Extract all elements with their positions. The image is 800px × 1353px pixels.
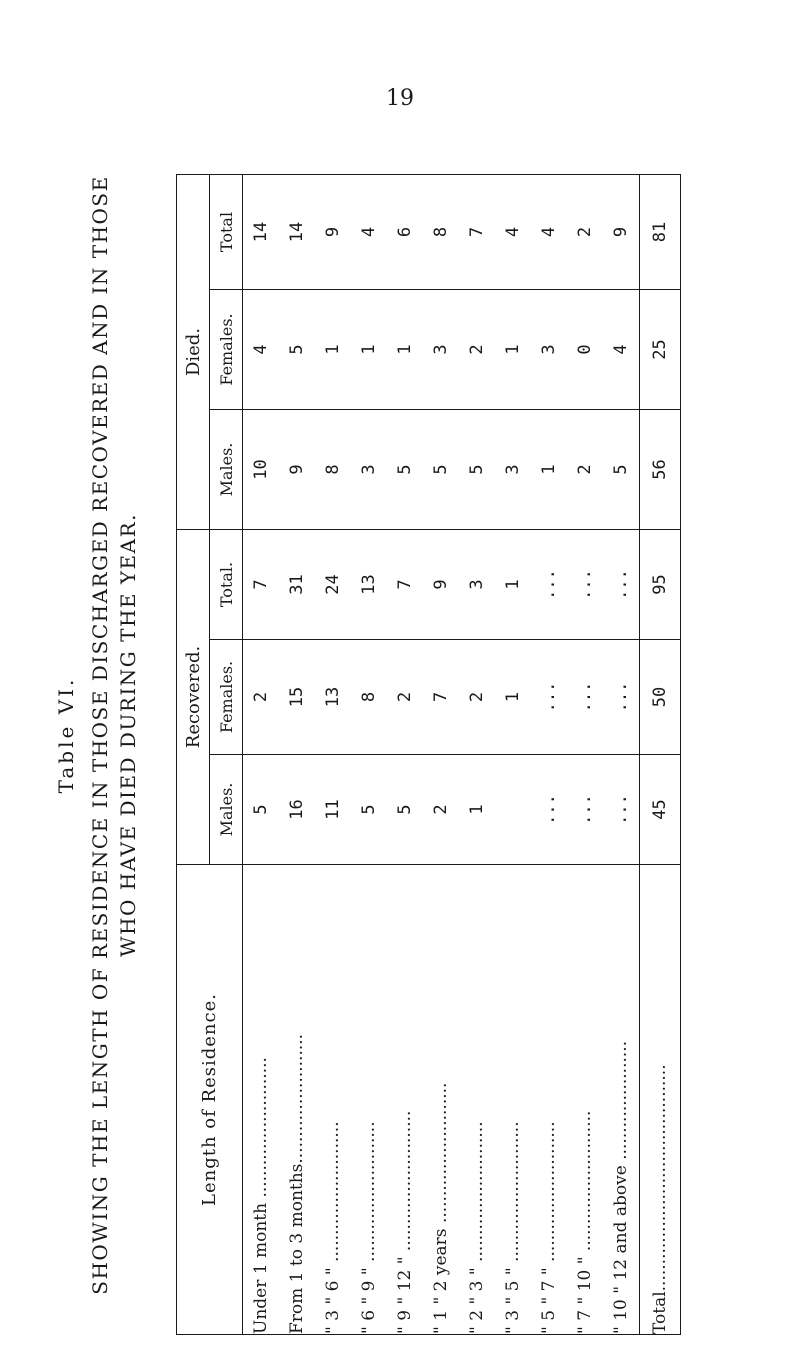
cell: 1 <box>503 579 523 590</box>
cell: 5 <box>431 464 451 475</box>
cell: 8 <box>359 691 379 703</box>
total-died-males <box>640 410 681 530</box>
cell: 50 <box>650 686 670 708</box>
cell: 1 <box>539 464 559 475</box>
cell: 2 <box>575 226 595 238</box>
cell: 1 <box>323 344 343 355</box>
cell: 9 <box>323 226 343 238</box>
cell: 4 <box>251 344 271 355</box>
cell: 6 <box>395 226 415 238</box>
cell: 31 <box>287 574 307 595</box>
cell: 5 <box>467 464 487 475</box>
cell: 13 <box>323 686 343 708</box>
cell: 15 <box>287 686 307 708</box>
cell: 3 <box>467 579 487 590</box>
row-label: " 10 " 12 and above ...................... <box>611 1040 631 1334</box>
died-total-column <box>243 174 640 289</box>
cell: 16 <box>287 799 307 820</box>
residence-table <box>176 174 681 1335</box>
length-of-residence-header: Length of Residence. <box>177 865 243 1335</box>
rotated-table-page <box>50 85 750 1335</box>
row-label: " 3 " 5 " .......................... <box>503 1121 523 1334</box>
died-header: Died. <box>177 174 210 529</box>
cell: 3 <box>431 344 451 355</box>
total-recovered-total <box>640 530 681 640</box>
cell: 25 <box>650 339 670 360</box>
cell: 45 <box>650 799 670 820</box>
cell: 5 <box>611 464 631 475</box>
cell: 2 <box>575 464 595 475</box>
cell: ... <box>575 569 595 600</box>
cell: 5 <box>359 804 379 815</box>
cell: 4 <box>611 344 631 355</box>
recovered-total-header: Total. <box>210 530 243 640</box>
cell: 0 <box>575 344 595 355</box>
cell: 2 <box>395 691 415 703</box>
cell: ... <box>575 794 595 825</box>
total-recovered-females <box>640 640 681 755</box>
died-females-column <box>243 290 640 410</box>
total-row <box>640 174 681 1334</box>
cell: 1 <box>467 804 487 815</box>
cell: ... <box>539 569 559 600</box>
table-body-row <box>243 174 640 1334</box>
cell: ... <box>611 794 631 825</box>
row-label: " 9 " 12 " .......................... <box>395 1110 415 1334</box>
cell: 5 <box>287 344 307 355</box>
cell: 2 <box>251 691 271 703</box>
cell: 95 <box>650 574 670 595</box>
total-label-cell <box>640 865 681 1335</box>
table-label: Table VI. <box>54 676 78 794</box>
recovered-females-column <box>243 640 640 755</box>
recovered-total-column <box>243 530 640 640</box>
cell: 9 <box>611 226 631 238</box>
cell: ... <box>575 681 595 713</box>
cell: 10 <box>251 459 271 480</box>
cell: 11 <box>323 799 343 820</box>
cell: 14 <box>251 221 271 243</box>
cell: 7 <box>431 691 451 703</box>
cell: 5 <box>395 464 415 475</box>
table-title <box>50 135 140 1335</box>
cell: 56 <box>650 459 670 480</box>
cell: ... <box>539 794 559 825</box>
cell: 2 <box>431 804 451 815</box>
table-title-line-2: WHO HAVE DIED DURING THE YEAR. <box>116 512 140 958</box>
cell <box>495 755 531 864</box>
cell: 5 <box>395 804 415 815</box>
total-recovered-males <box>640 755 681 865</box>
row-label: " 5 " 7 " .......................... <box>539 1121 559 1334</box>
cell: 2 <box>467 344 487 355</box>
table-title-line-1: SHOWING THE LENGTH OF RESIDENCE IN THOSE DISCHARGED RECOVERED AND IN THOSE <box>88 175 112 1295</box>
cell: 7 <box>395 579 415 590</box>
cell: 1 <box>395 344 415 355</box>
row-label: " 2 " 3 " .......................... <box>467 1121 487 1334</box>
cell: 81 <box>650 221 670 243</box>
recovered-females-header: Females. <box>210 640 243 755</box>
recovered-header: Recovered. <box>177 530 210 865</box>
row-label: Under 1 month .......................... <box>251 1057 271 1334</box>
cell: 8 <box>431 226 451 238</box>
page-number: 19 <box>386 86 414 111</box>
cell: 1 <box>503 691 523 703</box>
cell: ... <box>611 681 631 713</box>
cell: 3 <box>503 464 523 475</box>
recovered-males-header: Males. <box>210 755 243 865</box>
died-females-header: Females. <box>210 290 243 410</box>
cell: 7 <box>251 579 271 590</box>
cell: 1 <box>503 344 523 355</box>
cell: 4 <box>539 226 559 238</box>
row-label: From 1 to 3 months........................ <box>287 1033 307 1334</box>
cell: 3 <box>539 344 559 355</box>
cell: 7 <box>467 226 487 238</box>
total-label: Total.......................................... <box>650 1064 670 1334</box>
cell: 4 <box>503 226 523 238</box>
cell: 5 <box>251 804 271 815</box>
cell: 9 <box>287 464 307 475</box>
cell: 9 <box>431 579 451 590</box>
cell: 24 <box>323 574 343 595</box>
total-died-females <box>640 290 681 410</box>
residence-labels <box>243 865 640 1335</box>
recovered-males-column <box>243 755 640 865</box>
died-males-column <box>243 410 640 530</box>
cell: ... <box>539 681 559 713</box>
died-total-header: Total <box>210 174 243 289</box>
cell: 3 <box>359 464 379 475</box>
cell: 8 <box>323 464 343 475</box>
cell: 1 <box>359 344 379 355</box>
row-label: " 1 " 2 years .......................... <box>431 1082 451 1334</box>
cell: 14 <box>287 221 307 243</box>
cell: 2 <box>467 691 487 703</box>
total-died-total <box>640 174 681 289</box>
row-label: " 3 " 6 " .......................... <box>323 1121 343 1334</box>
cell: 4 <box>359 226 379 238</box>
cell: ... <box>611 569 631 600</box>
died-males-header: Males. <box>210 410 243 530</box>
row-label: " 6 " 9 " .......................... <box>359 1121 379 1334</box>
cell: 13 <box>359 574 379 595</box>
row-label: " 7 " 10 " .......................... <box>575 1110 595 1334</box>
